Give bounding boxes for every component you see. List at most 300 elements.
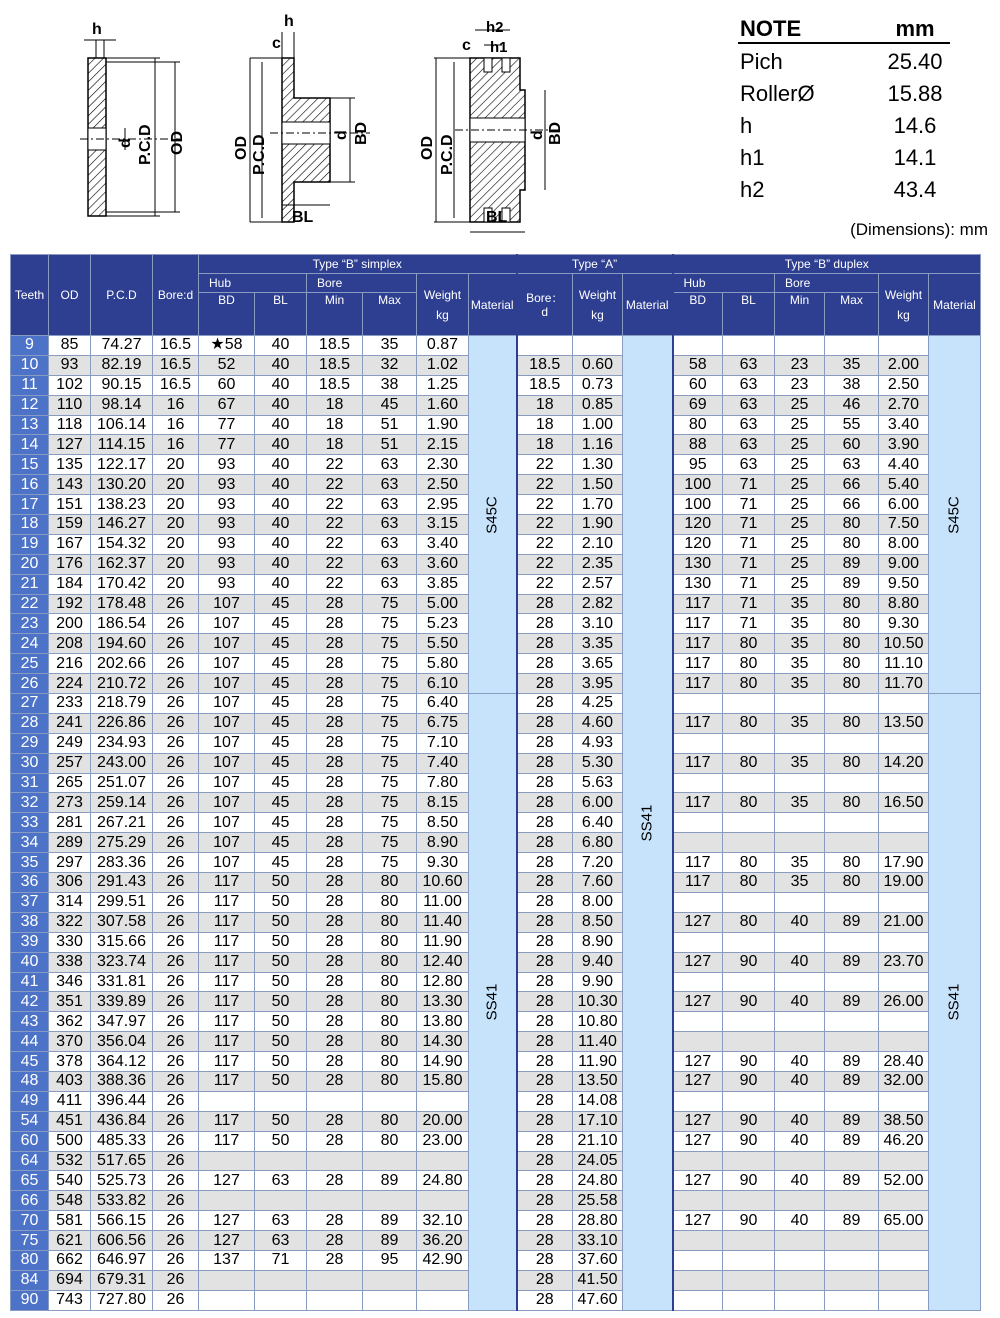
- table-cell: [879, 1091, 929, 1111]
- teeth-cell: 65: [11, 1171, 49, 1191]
- table-cell: 74.27: [91, 336, 153, 356]
- table-cell: 50: [255, 972, 307, 992]
- table-cell: 63: [723, 355, 775, 375]
- table-cell: 2.50: [879, 375, 929, 395]
- table-cell: 2.95: [417, 495, 469, 515]
- table-cell: [673, 813, 723, 833]
- table-cell: [775, 1250, 825, 1270]
- table-cell: 22: [517, 515, 573, 535]
- table-cell: 130: [673, 574, 723, 594]
- table-cell: 89: [825, 1071, 879, 1091]
- teeth-cell: 28: [11, 713, 49, 733]
- table-cell: 16: [153, 415, 199, 435]
- teeth-cell: 32: [11, 793, 49, 813]
- table-cell: 58: [673, 355, 723, 375]
- teeth-cell: 10: [11, 355, 49, 375]
- table-cell: 28: [307, 1032, 363, 1052]
- table-cell: 117: [199, 1032, 255, 1052]
- teeth-cell: 45: [11, 1052, 49, 1072]
- table-cell: 35: [363, 336, 417, 356]
- table-cell: 28: [517, 1071, 573, 1091]
- table-cell: 436.84: [91, 1111, 153, 1131]
- table-cell: 10.80: [573, 1012, 623, 1032]
- table-cell: 90: [723, 1171, 775, 1191]
- table-cell: 26: [153, 594, 199, 614]
- table-cell: 26: [153, 833, 199, 853]
- table-cell: [775, 336, 825, 356]
- table-cell: 50: [255, 932, 307, 952]
- table-cell: 15.80: [417, 1071, 469, 1091]
- table-cell: 22: [307, 495, 363, 515]
- table-cell: 47.60: [573, 1290, 623, 1310]
- table-cell: 224: [49, 674, 91, 694]
- table-cell: 28: [517, 753, 573, 773]
- note-label: h2: [740, 177, 765, 202]
- table-cell: 28: [307, 713, 363, 733]
- table-cell: 533.82: [91, 1191, 153, 1211]
- duplex-bd-label: BD: [547, 121, 564, 145]
- teeth-cell: 26: [11, 674, 49, 694]
- table-cell: 26: [153, 1111, 199, 1131]
- table-cell: 362: [49, 1012, 91, 1032]
- table-cell: 22: [517, 534, 573, 554]
- table-cell: 50: [255, 1032, 307, 1052]
- simplex-pcd-label: P.C.D: [251, 134, 268, 175]
- table-cell: 75: [363, 833, 417, 853]
- header-simplex-hub: Hub: [199, 274, 307, 293]
- table-cell: 45: [255, 694, 307, 714]
- table-cell: 28: [517, 1211, 573, 1231]
- table-cell: [879, 694, 929, 714]
- table-cell: 297: [49, 853, 91, 873]
- table-cell: 3.40: [879, 415, 929, 435]
- table-cell: 26: [153, 1211, 199, 1231]
- table-cell: 151: [49, 495, 91, 515]
- material-cell: [469, 694, 517, 1311]
- table-cell: [775, 1032, 825, 1052]
- table-cell: 50: [255, 912, 307, 932]
- table-cell: 93: [199, 495, 255, 515]
- table-cell: 1.25: [417, 375, 469, 395]
- table-cell: 117: [673, 654, 723, 674]
- table-cell: [879, 733, 929, 753]
- table-cell: 63: [363, 554, 417, 574]
- table-cell: 40: [775, 912, 825, 932]
- table-cell: 35: [775, 873, 825, 893]
- table-cell: 40: [255, 336, 307, 356]
- table-cell: [199, 1151, 255, 1171]
- table-cell: 28: [517, 1012, 573, 1032]
- table-cell: 80: [825, 793, 879, 813]
- header-type-a: Type “A”: [517, 255, 673, 274]
- table-cell: 281: [49, 813, 91, 833]
- table-cell: 26: [153, 853, 199, 873]
- teeth-cell: 48: [11, 1071, 49, 1091]
- table-cell: 89: [363, 1231, 417, 1251]
- table-cell: 80: [363, 892, 417, 912]
- note-row: [738, 46, 988, 78]
- table-cell: 102: [49, 375, 91, 395]
- header-od: OD: [49, 255, 91, 336]
- table-cell: 89: [825, 1111, 879, 1131]
- simplex-bl-label: BL: [292, 209, 314, 226]
- table-cell: [775, 694, 825, 714]
- table-cell: 1.16: [573, 435, 623, 455]
- header-simplex-weight-label: Weight: [423, 287, 462, 302]
- table-cell: [673, 833, 723, 853]
- table-cell: 90: [723, 1071, 775, 1091]
- table-cell: 80: [723, 873, 775, 893]
- table-cell: 10.30: [573, 992, 623, 1012]
- note-label: RollerØ: [740, 81, 815, 106]
- table-cell: 127: [49, 435, 91, 455]
- table-cell: 40: [255, 355, 307, 375]
- table-cell: 218.79: [91, 694, 153, 714]
- table-cell: 93: [49, 355, 91, 375]
- table-cell: ★58: [199, 336, 255, 356]
- header-type-a-weight: [573, 274, 623, 336]
- table-cell: 66: [825, 475, 879, 495]
- table-cell: [673, 1290, 723, 1310]
- table-cell: 80: [363, 1131, 417, 1151]
- table-cell: 80: [363, 1032, 417, 1052]
- table-cell: 26: [153, 1131, 199, 1151]
- table-cell: 646.97: [91, 1250, 153, 1270]
- table-cell: 28: [517, 733, 573, 753]
- table-cell: 63: [363, 495, 417, 515]
- table-cell: 26: [153, 873, 199, 893]
- teeth-cell: 30: [11, 753, 49, 773]
- table-cell: 71: [723, 594, 775, 614]
- duplex-d-label: d: [529, 130, 546, 140]
- note-label: Pich: [740, 49, 783, 74]
- table-cell: 28.80: [573, 1211, 623, 1231]
- teeth-cell: 66: [11, 1191, 49, 1211]
- table-cell: 117: [199, 892, 255, 912]
- table-cell: 566.15: [91, 1211, 153, 1231]
- table-cell: 143: [49, 475, 91, 495]
- header-teeth: Teeth: [11, 255, 49, 336]
- teeth-cell: 16: [11, 475, 49, 495]
- table-cell: 35: [775, 793, 825, 813]
- table-cell: 80: [363, 912, 417, 932]
- table-cell: 18.5: [517, 355, 573, 375]
- table-cell: 28: [307, 912, 363, 932]
- note-title: NOTE: [738, 16, 880, 44]
- table-cell: 226.86: [91, 713, 153, 733]
- table-cell: 63: [363, 455, 417, 475]
- table-cell: 75: [363, 713, 417, 733]
- table-cell: [723, 336, 775, 356]
- table-cell: [825, 1290, 879, 1310]
- table-cell: 28: [307, 1171, 363, 1191]
- table-cell: 20: [153, 515, 199, 535]
- table-cell: 1.30: [573, 455, 623, 475]
- table-cell: 71: [723, 534, 775, 554]
- table-cell: 330: [49, 932, 91, 952]
- table-cell: 80: [723, 793, 775, 813]
- table-cell: 25: [775, 475, 825, 495]
- table-cell: 1.90: [417, 415, 469, 435]
- table-cell: 80: [363, 1052, 417, 1072]
- table-cell: 249: [49, 733, 91, 753]
- table-cell: 130: [673, 554, 723, 574]
- table-cell: 1.60: [417, 395, 469, 415]
- header-simplex-material: Material: [469, 274, 517, 336]
- table-cell: 26: [153, 614, 199, 634]
- table-cell: 127: [673, 912, 723, 932]
- table-cell: 26: [153, 912, 199, 932]
- table-cell: 75: [363, 594, 417, 614]
- header-simplex-min: Min: [307, 293, 363, 336]
- material-cell: [469, 336, 517, 694]
- teeth-cell: 22: [11, 594, 49, 614]
- table-cell: [879, 972, 929, 992]
- table-cell: 28: [517, 1270, 573, 1290]
- table-cell: 90: [723, 1111, 775, 1131]
- table-cell: 80: [825, 614, 879, 634]
- table-cell: 22: [307, 574, 363, 594]
- note-value: 43.4: [893, 177, 937, 202]
- duplex-sprocket-drawing: [419, 19, 564, 232]
- header-simplex-bore: Bore: [307, 274, 417, 293]
- table-cell: 3.40: [417, 534, 469, 554]
- table-cell: 65.00: [879, 1211, 929, 1231]
- table-cell: 38: [363, 375, 417, 395]
- table-cell: [255, 1270, 307, 1290]
- teeth-cell: 33: [11, 813, 49, 833]
- table-cell: 23: [775, 355, 825, 375]
- table-cell: 106.14: [91, 415, 153, 435]
- table-cell: 117: [199, 972, 255, 992]
- teeth-cell: 64: [11, 1151, 49, 1171]
- table-cell: 11.90: [573, 1052, 623, 1072]
- table-cell: 727.80: [91, 1290, 153, 1310]
- table-cell: 117: [199, 1071, 255, 1091]
- table-cell: 38.50: [879, 1111, 929, 1131]
- table-cell: 20: [153, 455, 199, 475]
- table-cell: 291.43: [91, 873, 153, 893]
- table-cell: 5.00: [417, 594, 469, 614]
- table-cell: 178.48: [91, 594, 153, 614]
- table-cell: 117: [673, 674, 723, 694]
- table-cell: 28: [517, 1091, 573, 1111]
- header-duplex-bd: BD: [673, 293, 723, 336]
- table-cell: 20: [153, 534, 199, 554]
- table-cell: 1.00: [573, 415, 623, 435]
- table-cell: 35: [775, 674, 825, 694]
- table-cell: [825, 972, 879, 992]
- table-cell: 110: [49, 395, 91, 415]
- note-unit: mm: [880, 16, 950, 44]
- table-cell: 8.50: [573, 912, 623, 932]
- table-cell: 26: [153, 674, 199, 694]
- table-cell: 40: [255, 554, 307, 574]
- table-cell: 8.00: [573, 892, 623, 912]
- table-cell: 80: [723, 634, 775, 654]
- table-cell: 63: [723, 375, 775, 395]
- table-cell: 208: [49, 634, 91, 654]
- table-cell: 6.00: [879, 495, 929, 515]
- table-cell: 621: [49, 1231, 91, 1251]
- table-cell: 107: [199, 713, 255, 733]
- table-cell: 80: [363, 952, 417, 972]
- table-cell: 26: [153, 932, 199, 952]
- table-cell: 28: [307, 1012, 363, 1032]
- simplex-h-label: h: [284, 13, 294, 30]
- table-cell: 28: [517, 654, 573, 674]
- table-cell: 130.20: [91, 475, 153, 495]
- table-cell: 45: [255, 713, 307, 733]
- table-cell: 28: [517, 972, 573, 992]
- table-cell: 80: [363, 972, 417, 992]
- simplex-c-label: c: [272, 35, 281, 52]
- table-cell: 93: [199, 554, 255, 574]
- table-cell: 13.50: [573, 1071, 623, 1091]
- table-cell: 51: [363, 415, 417, 435]
- material-label: SS41: [483, 983, 501, 1021]
- table-cell: 6.10: [417, 674, 469, 694]
- table-cell: 60: [199, 375, 255, 395]
- table-cell: 18: [517, 435, 573, 455]
- table-cell: 2.57: [573, 574, 623, 594]
- table-cell: 200: [49, 614, 91, 634]
- table-cell: 162.37: [91, 554, 153, 574]
- table-cell: 117: [673, 713, 723, 733]
- table-cell: 10.50: [879, 634, 929, 654]
- table-cell: 351: [49, 992, 91, 1012]
- table-cell: 28: [517, 634, 573, 654]
- header-simplex-weight: [417, 274, 469, 336]
- table-cell: 28: [307, 594, 363, 614]
- table-cell: 388.36: [91, 1071, 153, 1091]
- table-cell: 192: [49, 594, 91, 614]
- header-duplex-bore: Bore: [775, 274, 879, 293]
- table-cell: [879, 892, 929, 912]
- table-cell: 28: [307, 972, 363, 992]
- table-cell: 90: [723, 992, 775, 1012]
- table-cell: 63: [363, 515, 417, 535]
- table-cell: [723, 1231, 775, 1251]
- table-cell: [673, 1012, 723, 1032]
- table-cell: 107: [199, 853, 255, 873]
- table-cell: [673, 1270, 723, 1290]
- table-cell: 2.00: [879, 355, 929, 375]
- sprocket-diagrams: [0, 0, 730, 250]
- table-cell: 8.50: [417, 813, 469, 833]
- duplex-h2-label: h2: [486, 19, 504, 36]
- table-cell: [775, 833, 825, 853]
- table-cell: 28: [307, 1231, 363, 1251]
- table-cell: 50: [255, 1111, 307, 1131]
- header-area: [0, 0, 1000, 250]
- table-cell: 107: [199, 654, 255, 674]
- table-cell: 540: [49, 1171, 91, 1191]
- note-panel: [738, 14, 988, 206]
- table-cell: 8.80: [879, 594, 929, 614]
- table-cell: 63: [723, 415, 775, 435]
- table-cell: [673, 932, 723, 952]
- table-cell: 16.5: [153, 375, 199, 395]
- header-type-a-weight-label: Weight: [578, 287, 617, 302]
- table-cell: 33.10: [573, 1231, 623, 1251]
- table-cell: 411: [49, 1091, 91, 1111]
- table-cell: 137: [199, 1250, 255, 1270]
- header-type-a-bore-label: Bore：: [526, 290, 564, 305]
- table-cell: 63: [255, 1211, 307, 1231]
- table-cell: 18: [517, 395, 573, 415]
- header-duplex-weight: [879, 274, 929, 336]
- table-cell: 259.14: [91, 793, 153, 813]
- table-cell: 45: [255, 793, 307, 813]
- table-cell: 40: [255, 415, 307, 435]
- table-cell: [825, 336, 879, 356]
- table-cell: 127: [673, 952, 723, 972]
- table-cell: [825, 1231, 879, 1251]
- table-cell: [825, 1151, 879, 1171]
- table-cell: 40: [775, 952, 825, 972]
- table-cell: 80: [363, 1111, 417, 1131]
- plate-h-label: h: [92, 21, 102, 38]
- teeth-cell: 35: [11, 853, 49, 873]
- table-cell: 26: [153, 1071, 199, 1091]
- table-cell: 346: [49, 972, 91, 992]
- table-cell: 28: [517, 1151, 573, 1171]
- table-cell: [879, 833, 929, 853]
- table-cell: 5.80: [417, 654, 469, 674]
- table-cell: 117: [673, 614, 723, 634]
- table-cell: 80: [723, 713, 775, 733]
- table-cell: 117: [199, 873, 255, 893]
- table-cell: 11.40: [573, 1032, 623, 1052]
- table-cell: 273: [49, 793, 91, 813]
- table-cell: 14.20: [879, 753, 929, 773]
- table-cell: 45: [255, 813, 307, 833]
- table-cell: 40: [775, 1211, 825, 1231]
- table-cell: [879, 336, 929, 356]
- table-cell: 127: [673, 1111, 723, 1131]
- table-cell: 6.75: [417, 713, 469, 733]
- table-cell: 28: [517, 853, 573, 873]
- table-cell: 28: [307, 853, 363, 873]
- header-simplex-bd: BD: [199, 293, 255, 336]
- header-duplex-weight-unit: kg: [897, 307, 910, 322]
- table-cell: 89: [825, 912, 879, 932]
- teeth-cell: 11: [11, 375, 49, 395]
- table-cell: [363, 1270, 417, 1290]
- table-cell: 525.73: [91, 1171, 153, 1191]
- table-cell: 28: [517, 873, 573, 893]
- table-cell: 243.00: [91, 753, 153, 773]
- header-pcd: P.C.D: [91, 255, 153, 336]
- table-cell: 89: [825, 554, 879, 574]
- header-duplex-max: Max: [825, 293, 879, 336]
- table-cell: 23.70: [879, 952, 929, 972]
- table-cell: 21.10: [573, 1131, 623, 1151]
- table-cell: 37.60: [573, 1250, 623, 1270]
- table-cell: 89: [825, 1052, 879, 1072]
- table-cell: 117: [199, 1052, 255, 1072]
- table-cell: 107: [199, 793, 255, 813]
- note-rows: [738, 46, 988, 206]
- table-cell: [775, 892, 825, 912]
- table-cell: 90: [723, 952, 775, 972]
- table-cell: 75: [363, 853, 417, 873]
- table-cell: 80: [363, 873, 417, 893]
- table-cell: 122.17: [91, 455, 153, 475]
- table-cell: 28: [517, 813, 573, 833]
- table-cell: 28: [517, 1111, 573, 1131]
